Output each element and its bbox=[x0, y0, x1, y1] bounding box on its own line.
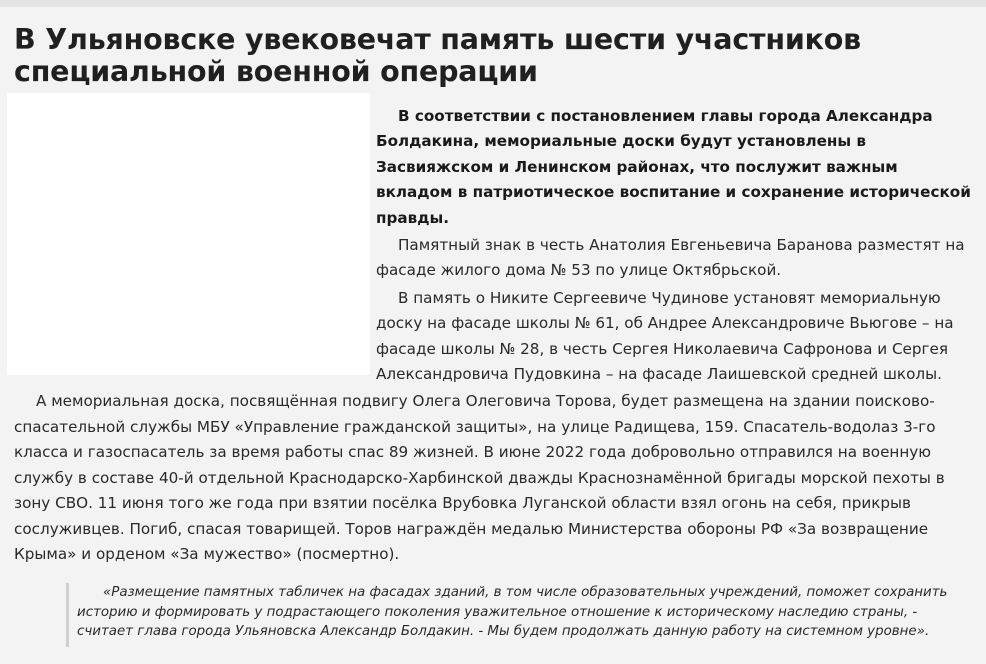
article-title: В Ульяновске увековечат память шести участников специальной военной операции bbox=[14, 23, 861, 88]
photo-spacer bbox=[14, 104, 376, 378]
article-lead: В соответствии с постановлением главы города Александра Болдакина, мемориальные доски будут установлены в Засвияжском и Ленинском районах, что послужит важным вкладом в патриотическое воспитание и сохранение исторической правды. bbox=[376, 107, 971, 227]
article-paragraph: В память о Никите Сергеевиче Чудинове установят мемориальную доску на фасаде школы № 61, об Андрее Александровиче Вьюгове – на фасаде школы № 28, в честь Сергея Николаевича Сафронова и Сергея Александровича Пудовкина – на фасаде Лаишевской средней школы. bbox=[376, 288, 954, 384]
article-quote bbox=[66, 583, 969, 647]
article-paragraph: А мемориальная доска, посвящённая подвигу Олега Олеговича Торова, будет размещена на здании поисково-спасательной службы МБУ «Управление гражданской защиты», на улице Радищева, 159. Спасатель-водолаз 3-го класса и газоспасатель за время работы спас 89 жизней. В июне 2022 года добровольно отправился на военную службу в составе 40-й отдельной Краснодарско-Харбинской дважды Краснознамённой бригады морской пехоты в зону СВО. 11 июня того же года при взятии посёлка Врубовка Луганской области взял огонь на себя, прикрыв сослуживцев. Погиб, спасая товарищей. Торов награждён медалью Министерства обороны РФ «За возвращение Крыма» и орденом «За мужество» (посмертно). bbox=[14, 392, 945, 563]
quote-text: «Размещение памятных табличек на фасадах зданий, в том числе образовательных учреждений, поможет сохранить историю и формировать у подрастающего поколения уважительное отношение к историческому наследию страны, - считает глава города Ульяновска Александр Болдакин. - Мы будем продолжать данную работу на системном уровне». bbox=[77, 585, 948, 639]
top-bar bbox=[0, 0, 986, 7]
article-body bbox=[14, 104, 972, 569]
article-paragraph: Памятный знак в честь Анатолия Евгеньевича Баранова разместят на фасаде жилого дома № 53 по улице Октябрьской. bbox=[376, 236, 965, 280]
